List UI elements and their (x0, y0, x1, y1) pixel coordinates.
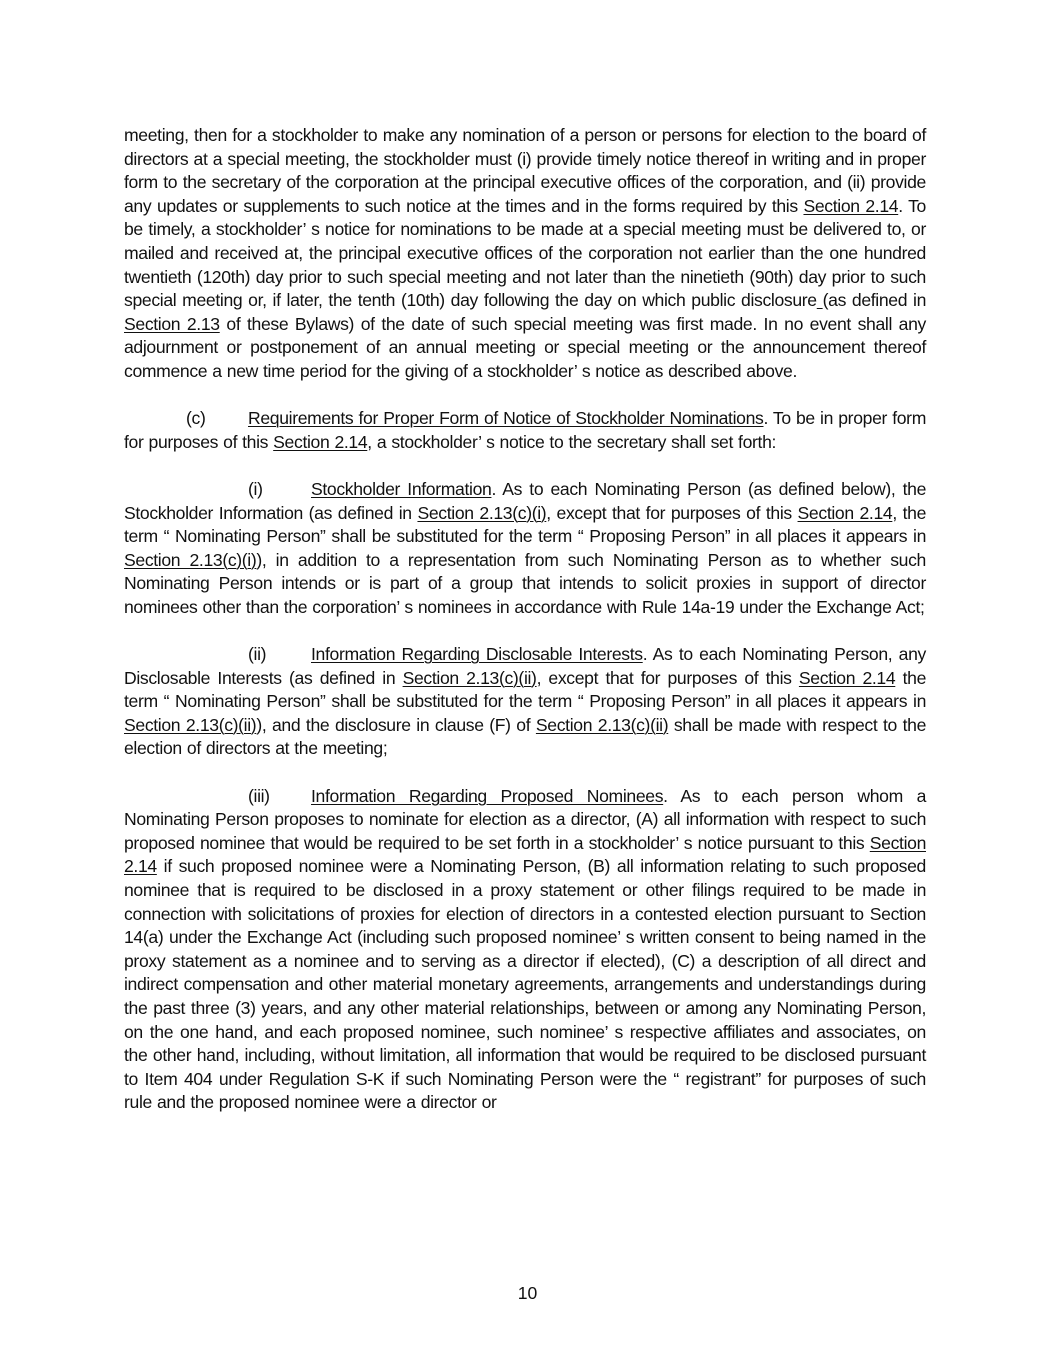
section-reference: Section 2.14 (798, 667, 896, 688)
text: if such proposed nominee were a Nominating Person, (B) all information relating to such proposed nominee that is required to be disclosed in a proxy statement or other filings required to be made in connection with solicitations of proxies for election of directors in a contested election pursuant to Section 14(a) under the Exchange Act (including such proposed nominee’ s written consent to being named in the proxy statement as a nominee and to serving as a director if elected), (C) a description of all direct and indirect compensation and other material monetary agreements, arrangements and understandings during the past three (3) years, and any other material relationships, between or among any Nominating Person, on the one hand, and each proposed nominee, such nominee’ s respective affiliates and associates, on the other hand, including, without limitation, all information that would be required to be disclosed pursuant to Item 404 under Regulation S-K if such Nominating Person were the “ registrant” for purposes of such rule and the proposed nominee were a director or (124, 856, 926, 1113)
paragraph-c (124, 407, 926, 454)
text: , except that for purposes of this (536, 667, 799, 688)
clause-label: (c) (186, 408, 206, 429)
clause-heading: Requirements for Proper Form of Notice of Stockholder Nominations (248, 408, 764, 429)
section-reference: Section 2.13(c)(i) (124, 549, 257, 570)
clause-heading: Information Regarding Disclosable Interests (311, 644, 643, 665)
clause-label: (i) (248, 478, 263, 499)
section-reference: Section 2.13(c)(ii) (402, 667, 537, 688)
paragraph-special-meeting-notice (124, 124, 926, 384)
text: . As to each person whom a Nominating Person proposes to nominate for election as a director, (A) all information with respect to such proposed nominee that would be required to be set forth in a stockholder’ s notice pursuant to this (124, 785, 927, 853)
text: shall be made with respect to the election of directors at the meeting; (124, 714, 927, 759)
section-reference: Section 2.13 (124, 313, 220, 334)
text: the term “ Nominating Person” shall be substituted for the term “ Proposing Person” in all places it appears in (124, 667, 927, 712)
section-reference: Section 2.14 (273, 431, 368, 452)
text: ), and the disclosure in clause (F) of (256, 714, 536, 735)
text: of these Bylaws) of the date of such special meeting was first made. In no event shall any adjournment or postponement of an annual meeting or special meeting or the announcement thereof commence a new time period for the giving of a stockholder’ s notice as described above. (124, 313, 926, 381)
text: . To be in proper form for purposes of this (124, 408, 926, 452)
clause-heading: Stockholder Information (311, 478, 492, 499)
section-reference: Section 2.13(c)(ii) (124, 714, 257, 735)
text: meeting, then for a stockholder to make any nomination of a person or persons for election to the board of directors at a special meeting, the stockholder must (i) provide timely notice thereof in writing and in proper form to the secretary of the corporation at the principal executive offices of the corporation, and (ii) provide any updates or supplements to such notice at the times and in the forms required by this (124, 125, 926, 216)
text: , except that for purposes of this (546, 502, 798, 523)
text: . To be timely, a stockholder’ s notice for nominations to be made at a special meeting must be delivered to, or mailed and received at, the principal executive offices of the corporation not earlier than the one hundred twentieth (120th) day prior to such special meeting and not later than the ninetieth (90th) day prior to such special meeting or, if later, the tenth (10th) day following the day on which public disclosure (124, 195, 926, 311)
paragraph-ii (124, 643, 926, 761)
text: , a stockholder’ s notice to the secretary shall set forth: (367, 431, 777, 452)
text: ), in addition to a representation from such Nominating Person as to whether such Nominating Person intends or is part of a group that intends to solicit proxies in support of director nominees other than the corporation’ s nominees in accordance with Rule 14a-19 under the Exchange Act; (124, 549, 926, 617)
paragraph-i (124, 478, 926, 620)
section-reference: Section 2.13(c)(ii) (535, 714, 669, 735)
clause-label: (iii) (248, 785, 270, 806)
text: . As to each Nominating Person, any Disclosable Interests (as defined in (124, 644, 926, 688)
section-reference: Section 2.14 (797, 502, 893, 523)
page-number: 10 (517, 1283, 538, 1303)
text: (as defined in (822, 290, 927, 311)
document-body (124, 124, 926, 1115)
paragraph-iii (124, 785, 926, 1115)
text: . As to each Nominating Person (as defined below), the Stockholder Information (as defined in (124, 478, 927, 523)
section-reference: Section 2.14 (124, 832, 926, 877)
section-reference: Section 2.13(c)(i) (417, 502, 547, 523)
clause-label: (ii) (248, 644, 267, 665)
text: , the term “ Nominating Person” shall be substituted for the term “ Proposing Person” in all places it appears in (124, 502, 927, 547)
clause-heading: Information Regarding Proposed Nominees (311, 785, 664, 806)
section-reference: Section 2.14 (803, 195, 899, 216)
